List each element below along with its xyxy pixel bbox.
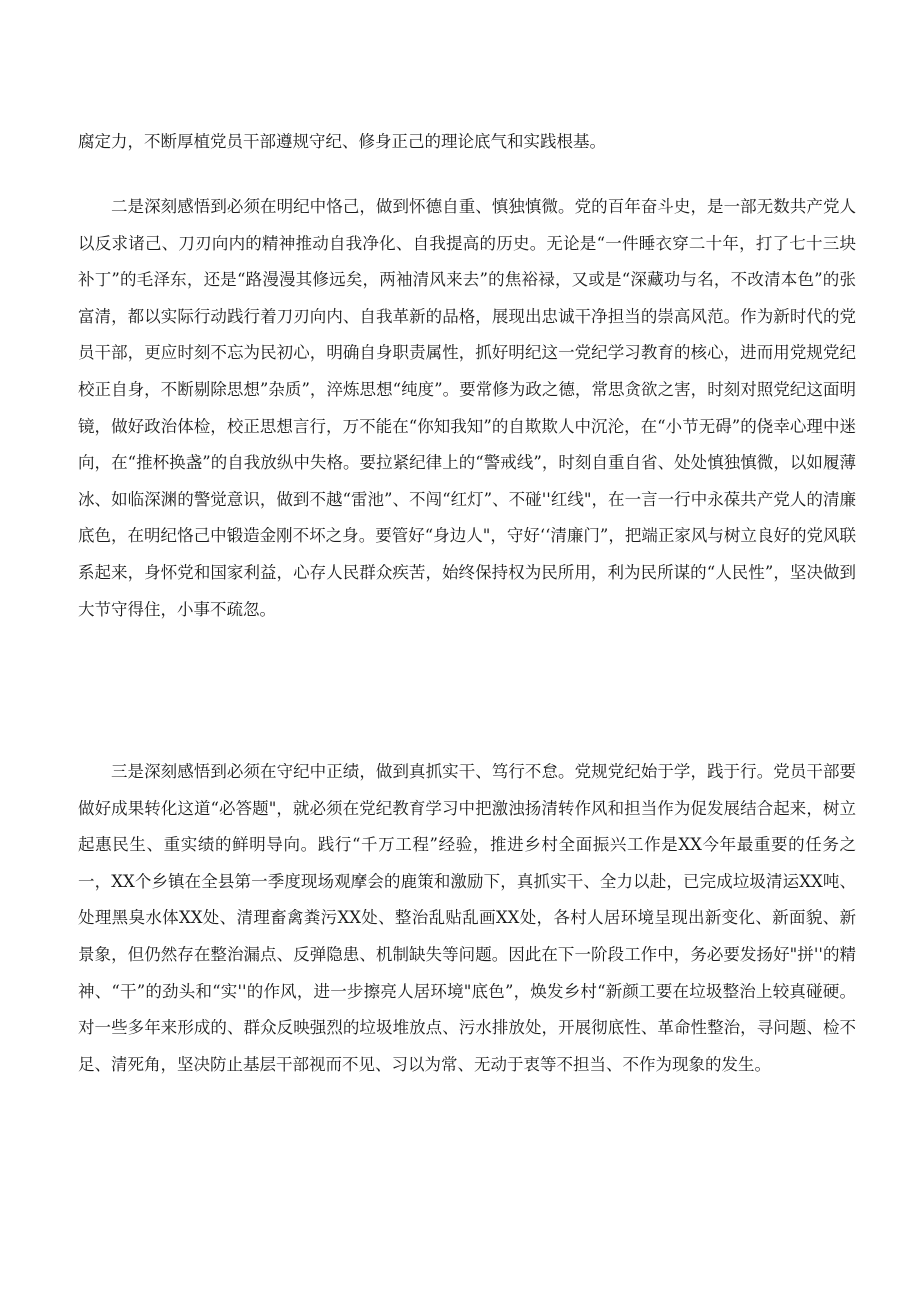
paragraph-point-three: 三是深刻感悟到必须在守纪中正绩，做到真抓实干、笃行不怠。党规党纪始于学，践于行。党员干部要做好成果转化这道“必答题"，就必须在党纪教育学习中把激浊扬清转作风和担当作为促发展结合起来，树立起惠民生、重实绩的鲜明导向。践行“千万工程”经验，推进乡村全面振兴工作是XX今年最重要的任务之一，XX个乡镇在全县第一季度现场观摩会的鹿策和激励下，真抓实干、全力以赴，已完成垃圾清运XX吨、处理黑臭水体XX处、清理畜禽粪污XX处、整治乱贴乱画XX处，各村人居环境呈现出新变化、新面貌、新景象，但仍然存在整治漏点、反弹隐患、机制缺失等问题。因此在下一阶段工作中，务必要发扬好"拼''的精神、“干”的劲头和“实''的作风，进一步擦亮人居环境"底色”，焕发乡村“新颜工要在垃圾整治上较真碰硬。对一些多年来形成的、群众反映强烈的垃圾堆放点、污水排放处，开展彻底性、革命性整治，寻问题、检不足、清死角，坚决防止基层干部视而不见、习以为常、无动于衷等不担当、不作为现象的发生。 [78, 762, 856, 1074]
paragraph-continuation: 腐定力，不断厚植党员干部遵规守纪、修身正己的理论底气和实践根基。 [78, 132, 606, 151]
paragraph-point-two: 二是深刻感悟到必须在明纪中恪己，做到怀德自重、慎独慎微。党的百年奋斗史，是一部无数共产党人以反求诸己、刀刃向内的精神推动自我净化、自我提高的历史。无论是“一件睡衣穿二十年，打了七十三块补丁”的毛泽东，还是“路漫漫其修远矣，两袖清风来去”的焦裕禄，又或是“深藏功与名，不改清本色”的张富清，都以实际行动践行着刀刃向内、自我革新的品格，展现出忠诚干净担当的崇高风范。作为新时代的党员干部，更应时刻不忘为民初心，明确自身职责属性，抓好明纪这一党纪学习教育的核心，进而用党规党纪校正自身，不断剔除思想”杂质”，淬炼思想“纯度”。要常修为政之德，常思贪欲之害，时刻对照党纪这面明镜，做好政治体检，校正思想言行，万不能在“你知我知”的自欺欺人中沉沦，在“小节无碍”的侥幸心理中迷向，在“推杯换盏”的自我放纵中失格。要拉紧纪律上的“警戒线”，时刻自重自省、处处慎独慎微，以如履薄冰、如临深渊的警觉意识，做到不越“雷池”、不闯“红灯”、不碰''红线"，在一言一行中永葆共产党人的清廉底色，在明纪恪己中锻造金刚不坏之身。要管好“身边人"，守好‘‘清廉门”，把端正家风与树立良好的党风联系起来，身怀党和国家利益，心存人民群众疾苦，始终保持权为民所用，利为民所谋的“人民性”，坚决做到大节守得住，小事不疏忽。 [78, 197, 856, 619]
